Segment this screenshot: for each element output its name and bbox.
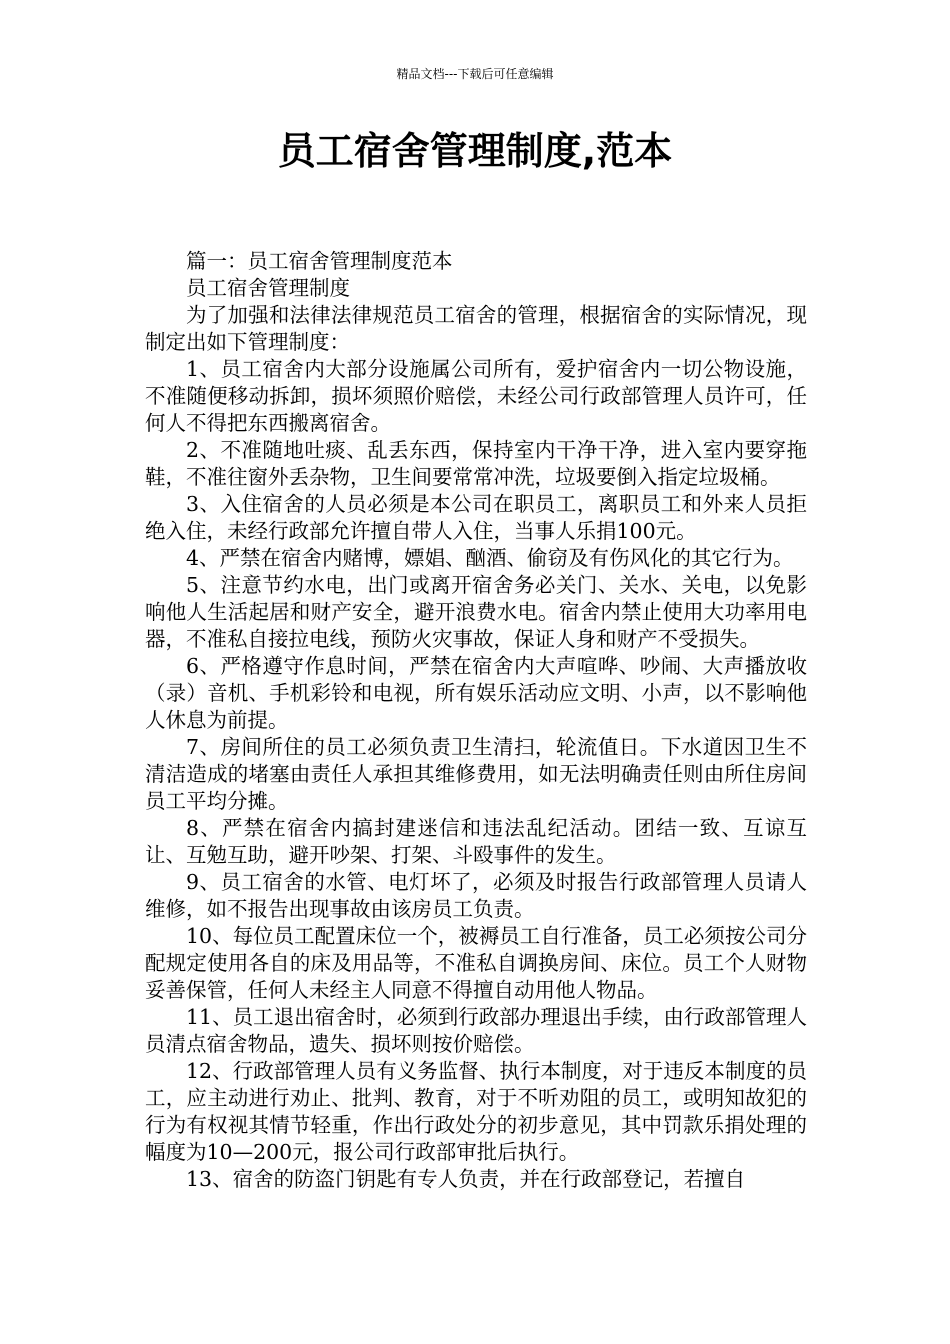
paragraph-rule-8: 8、严禁在宿舍内搞封建迷信和违法乱纪活动。团结一致、互谅互让、互勉互助，避开吵架、打架、斗殴事件的发生。 xyxy=(145,816,807,867)
document-title: 员工宿舍管理制度,范本 xyxy=(277,129,673,173)
paragraph-rule-10: 10、每位员工配置床位一个，被褥员工自行准备，员工必须按公司分配规定使用各自的床及用品等，不准私自调换房间、床位。员工个人财物妥善保管，任何人未经主人同意不得擅自动用他人物品。 xyxy=(145,924,807,1002)
paragraph-rule-4: 4、严禁在宿舍内赌博，嫖娼、酗酒、偷窃及有伤风化的其它行为。 xyxy=(186,546,794,570)
document-body xyxy=(145,248,807,1193)
paragraph-rule-5: 5、注意节约水电，出门或离开宿舍务必关门、关水、关电，以免影响他人生活起居和财产安全，避开浪费水电。宿舍内禁止使用大功率用电器，不准私自接拉电线，预防火灾事故，保证人身和财产不受损失。 xyxy=(145,573,807,651)
paragraph-rule-13: 13、宿舍的防盗门钥匙有专人负责，并在行政部登记，若擅自 xyxy=(186,1167,746,1191)
paragraph-rule-9: 9、员工宿舍的水管、电灯坏了，必须及时报告行政部管理人员请人维修，如不报告出现事故由该房员工负责。 xyxy=(145,870,807,921)
paragraph-section-heading: 篇一：员工宿舍管理制度范本 xyxy=(186,249,453,273)
paragraph-rule-6: 6、严格遵守作息时间，严禁在宿舍内大声喧哗、吵闹、大声播放收（录）音机、手机彩铃和电视，所有娱乐活动应文明、小声，以不影响他人休息为前提。 xyxy=(145,654,807,732)
paragraph-rule-7: 7、房间所住的员工必须负责卫生清扫，轮流值日。下水道因卫生不清洁造成的堵塞由责任人承担其维修费用，如无法明确责任则由所住房间员工平均分摊。 xyxy=(145,735,807,813)
paragraph-rule-3: 3、入住宿舍的人员必须是本公司在职员工，离职员工和外来人员拒绝入住，未经行政部允许擅自带人入住，当事人乐捐100元。 xyxy=(145,492,807,543)
paragraph-subtitle: 员工宿舍管理制度 xyxy=(186,276,350,300)
paragraph-rule-2: 2、不准随地吐痰、乱丢东西，保持室内干净干净，进入室内要穿拖鞋，不准往窗外丢杂物，卫生间要常常冲洗，垃圾要倒入指定垃圾桶。 xyxy=(145,438,807,489)
paragraph-rule-11: 11、员工退出宿舍时，必须到行政部办理退出手续，由行政部管理人员清点宿舍物品，遗失、损坏则按价赔偿。 xyxy=(145,1005,807,1056)
page-header-note: 精品文档---下载后可任意编辑 xyxy=(396,67,554,81)
paragraph-rule-12: 12、行政部管理人员有义务监督、执行本制度，对于违反本制度的员工，应主动进行劝止、批判、教育，对于不听劝阻的员工，或明知故犯的行为有权视其情节轻重，作出行政处分的初步意见，其中罚款乐捐处理的幅度为10—200元，报公司行政部审批后执行。 xyxy=(145,1059,807,1164)
paragraph-rule-1: 1、员工宿舍内大部分设施属公司所有，爱护宿舍内一切公物设施，不准随便移动拆卸，损坏须照价赔偿，未经公司行政部管理人员许可，任何人不得把东西搬离宿舍。 xyxy=(145,357,807,435)
paragraph-intro: 为了加强和法律法律规范员工宿舍的管理，根据宿舍的实际情况，现制定出如下管理制度： xyxy=(145,303,807,354)
